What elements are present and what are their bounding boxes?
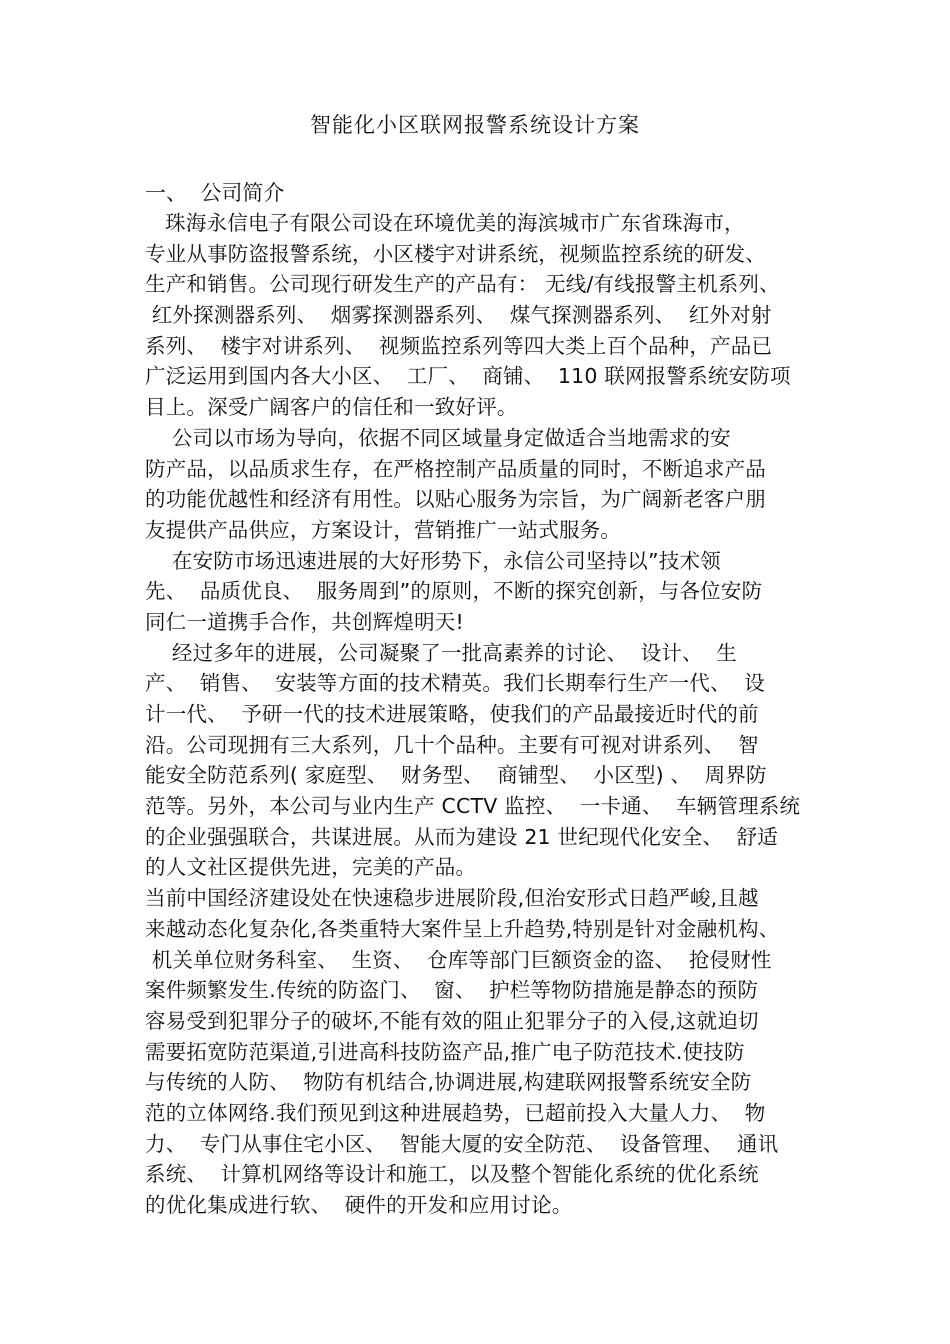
- body-line: 同仁一道携手合作，共创辉煌明天!: [145, 609, 464, 634]
- body-line: 友提供产品供应，方案设计，营销推广一站式服务。: [145, 517, 622, 542]
- body-line: 先、 品质优良、 服务周到”的原则，不断的探究创新，与各位安防: [145, 579, 763, 604]
- body-line: 产、 销售、 安装等方面的技术精英。我们长期奉行生产一代、 设: [145, 671, 765, 696]
- body-line: 经过多年的进展，公司凝聚了一批高素养的讨论、 设计、 生: [145, 640, 737, 665]
- body-line: 范等。另外，本公司与业内生产 CCTV 监控、 一卡通、 车辆管理系统: [145, 794, 801, 819]
- body-text: [145, 208, 865, 1221]
- body-line: 案件频繁发生.传统的防盗门、 窗、 护栏等物防措施是静态的预防: [145, 978, 759, 1003]
- body-line: 机关单位财务科室、 生资、 仓库等部门巨额资金的盗、 抢侵财性: [145, 947, 772, 972]
- body-line: 的企业强强联合，共谋进展。从而为建设 21 世纪现代化安全、 舒适: [145, 824, 778, 849]
- body-line: 系统、 计算机网络等设计和施工，以及整个智能化系统的优化系统: [145, 1162, 759, 1187]
- body-line: 红外探测器系列、 烟雾探测器系列、 煤气探测器系列、 红外对射: [145, 303, 772, 328]
- body-line: 系列、 楼宇对讲系列、 视频监控系列等四大类上百个品种，产品已: [145, 333, 773, 358]
- body-line: 目上。深受广阔客户的信任和一致好评。: [145, 395, 518, 420]
- body-line: 珠海永信电子有限公司设在环境优美的海滨城市广东省珠海市，: [145, 211, 745, 235]
- body-line: 能安全防范系列( 家庭型、 财务型、 商铺型、 小区型) 、 周界防: [145, 763, 767, 788]
- body-line: 专业从事防盗报警系统，小区楼宇对讲系统，视频监控系统的研发、: [145, 241, 766, 266]
- body-line: 当前中国经济建设处在快速稳步进展阶段,但治安形式日趋严峻,且越: [145, 886, 759, 911]
- section-heading: 一、 公司简介: [145, 181, 285, 205]
- body-line: 需要拓宽防范渠道,引进高科技防盗产品,推广电子防范技术.使技防: [145, 1039, 745, 1064]
- body-line: 的优化集成进行软、 硬件的开发和应用讨论。: [145, 1193, 573, 1217]
- body-line: 的功能优越性和经济有用性。以贴心服务为宗旨，为广阔新老客户朋: [145, 487, 766, 512]
- body-line: 生产和销售。公司现行研发生产的产品有： 无线/有线报警主机系列、: [145, 272, 780, 297]
- body-line: 沿。公司现拥有三大系列，几十个品种。主要有可视对讲系列、 智: [145, 732, 759, 757]
- body-line: 公司以市场为导向，依据不同区域量身定做适合当地需求的安: [145, 425, 731, 450]
- body-line: 防产品，以品质求生存，在严格控制产品质量的同时，不断追求产品: [145, 456, 766, 481]
- body-line: 容易受到犯罪分子的破坏,不能有效的阻止犯罪分子的入侵,这就迫切: [145, 1008, 759, 1033]
- body-line: 范的立体网络.我们预见到这种进展趋势，已超前投入大量人力、 物: [145, 1100, 766, 1125]
- body-line: 与传统的人防、 物防有机结合,协调进展,构建联网报警系统安全防: [145, 1070, 752, 1095]
- body-line: 来越动态化复杂化,各类重特大案件呈上升趋势,特别是针对金融机构、: [145, 916, 780, 941]
- body-line: 广泛运用到国内各大小区、 工厂、 商铺、 110 联网报警系统安防项: [145, 364, 791, 389]
- body-line: 的人文社区提供先进，完美的产品。: [145, 855, 477, 880]
- document-title: 智能化小区联网报警系统设计方案: [310, 113, 640, 137]
- body-line: 计一代、 予研一代的技术进展策略，使我们的产品最接近时代的前: [145, 702, 759, 726]
- body-line: 力、 专门从事住宅小区、 智能大厦的安全防范、 设备管理、 通讯: [145, 1131, 779, 1156]
- body-line: 在安防市场迅速进展的大好形势下，永信公司坚持以”技术领: [145, 548, 721, 573]
